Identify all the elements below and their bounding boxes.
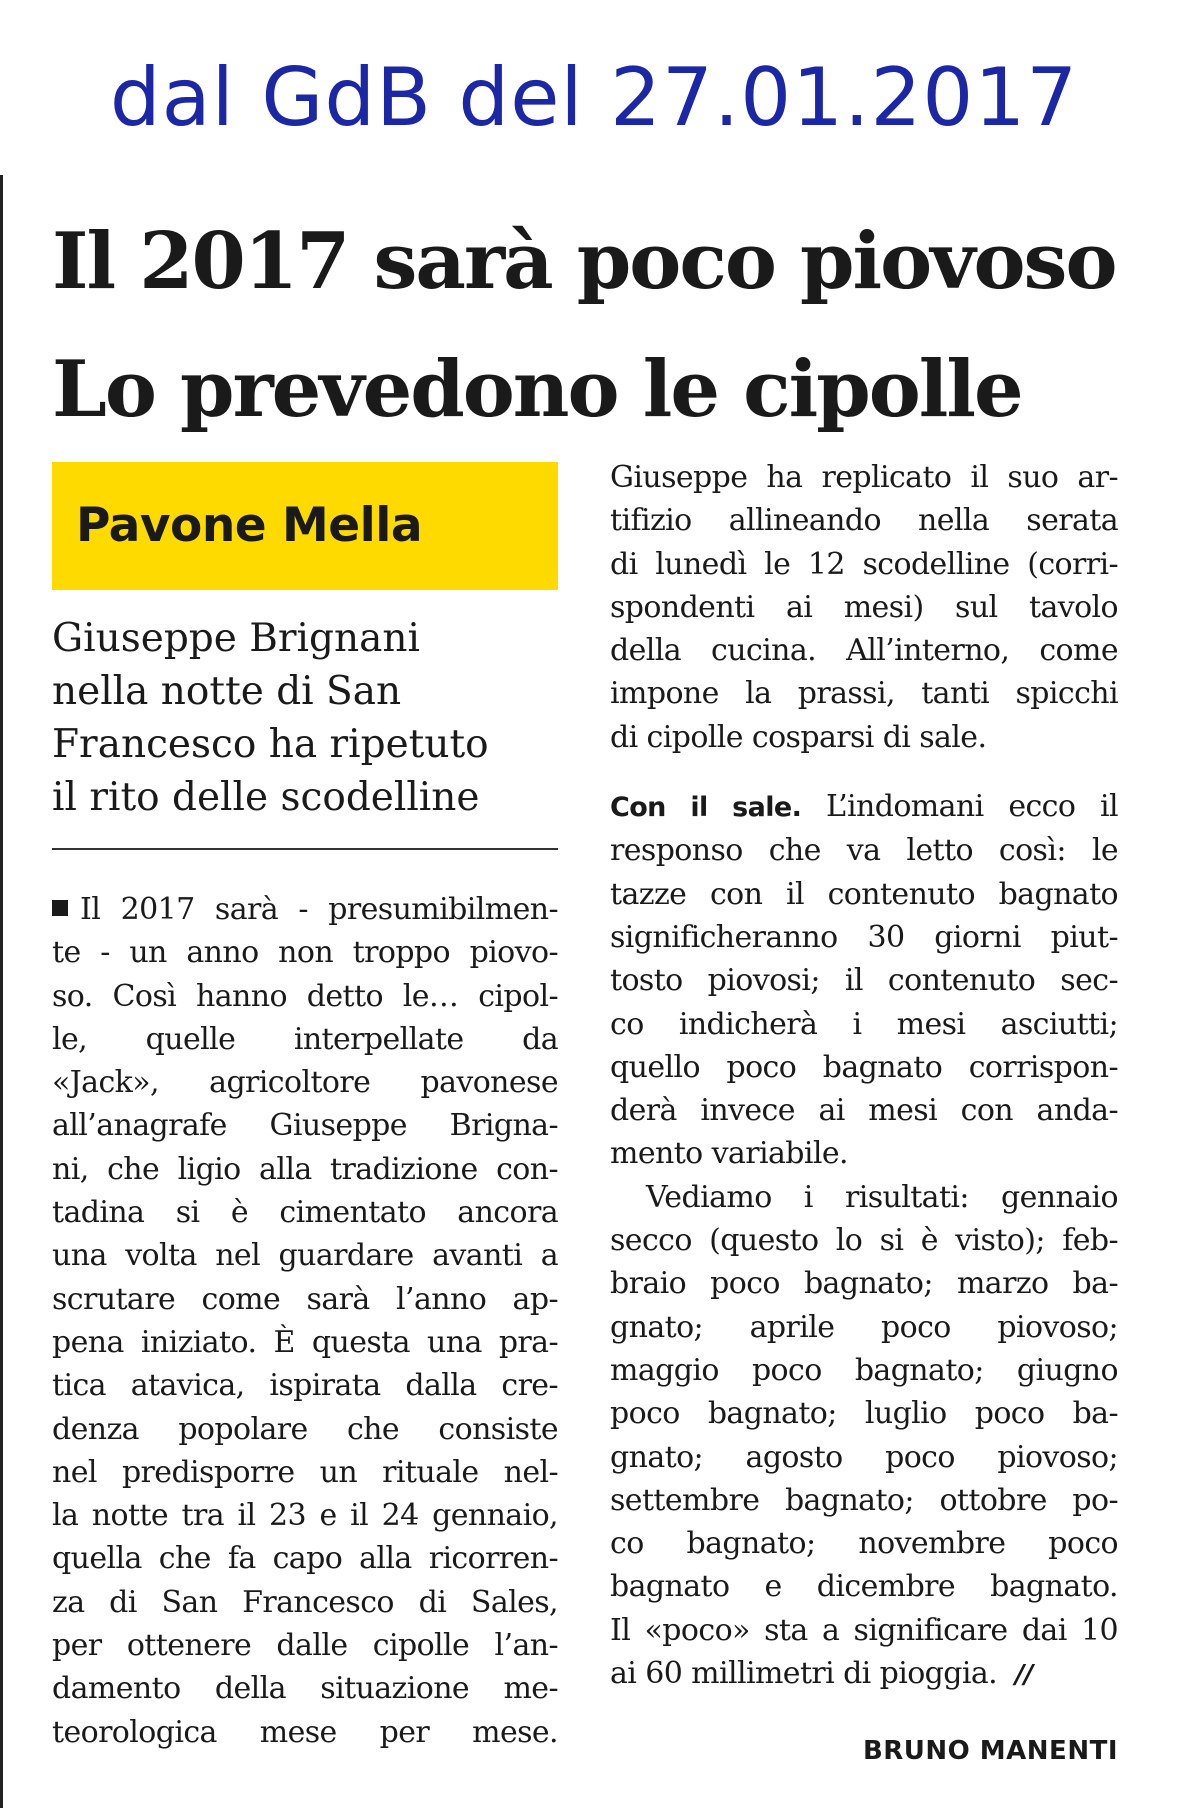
body-line: di lunedì le 12 scodelline (corri- xyxy=(610,546,1118,582)
body-line: secco (questo lo si è visto); feb- xyxy=(610,1223,1118,1259)
body-line: maggio poco bagnato; giugno xyxy=(610,1352,1118,1388)
end-mark: // xyxy=(1014,1660,1033,1691)
body-line: denza popolare che consiste xyxy=(52,1411,558,1447)
body-line: ai 60 millimetri di pioggia. // xyxy=(610,1656,1033,1692)
body-line: per ottenere dalle cipolle l’an- xyxy=(52,1628,558,1664)
subheadline-line: Giuseppe Brignani xyxy=(52,616,420,661)
body-line: quello poco bagnato corrispon- xyxy=(610,1049,1118,1085)
body-line: tazze con il contenuto bagnato xyxy=(610,876,1118,912)
body-line: damento della situazione me- xyxy=(52,1671,558,1707)
section-runin: Con il sale. xyxy=(610,792,802,824)
headline-line-2: Lo prevedono le cipolle xyxy=(52,344,1022,435)
body-line: tica atavica, ispirata dalla cre- xyxy=(52,1368,558,1404)
body-line: ni, che ligio alla tradizione con- xyxy=(52,1151,558,1187)
body-line: tosto piovosi; il contenuto sec- xyxy=(610,963,1118,999)
body-line: di cipolle cosparsi di sale. xyxy=(610,719,987,755)
body-line: Il 2017 sarà - presumibilmen- xyxy=(52,888,558,931)
headline-line-1: Il 2017 sarà poco piovoso xyxy=(52,216,1116,307)
body-line: pena iniziato. È questa una pra- xyxy=(52,1324,558,1360)
body-line: poco bagnato; luglio poco ba- xyxy=(610,1396,1118,1432)
byline: BRUNO MANENTI xyxy=(862,1736,1118,1766)
body-line: la notte tra il 23 e il 24 gennaio, xyxy=(52,1498,558,1534)
subheadline-divider xyxy=(52,848,558,850)
body-line: teorologica mese per mese. xyxy=(52,1714,558,1750)
body-line: derà invece ai mesi con anda- xyxy=(610,1093,1118,1129)
body-line: braio poco bagnato; marzo ba- xyxy=(610,1266,1118,1302)
subheadline-line: nella notte di San xyxy=(52,669,402,714)
body-line: settembre bagnato; ottobre po- xyxy=(610,1482,1118,1518)
body-column-right xyxy=(610,456,1118,1697)
body-line: za di San Francesco di Sales, xyxy=(52,1584,558,1620)
body-line: bagnato e dicembre bagnato. xyxy=(610,1569,1118,1605)
body-line: nel predisporre un rituale nel- xyxy=(52,1454,558,1490)
body-line: gnato; agosto poco piovoso; xyxy=(610,1439,1118,1475)
subheadline-line: Francesco ha ripetuto xyxy=(52,722,489,767)
subheadline xyxy=(52,612,562,824)
body-line: responso che va letto così: le xyxy=(610,833,1118,869)
body-line: Vediamo i risultati: gennaio xyxy=(646,1179,1118,1215)
body-line: Il «poco» sta a significare dai 10 xyxy=(610,1612,1118,1648)
body-line: le, quelle interpellate da xyxy=(52,1021,558,1057)
source-label: dal GdB del 27.01.2017 xyxy=(109,51,1079,144)
body-line: «Jack», agricoltore pavonese xyxy=(52,1065,558,1101)
body-line: significheranno 30 giorni piut- xyxy=(610,919,1118,955)
body-line: Giuseppe ha replicato il suo ar- xyxy=(610,460,1118,495)
body-line: della cucina. All’interno, come xyxy=(610,633,1118,669)
body-column-left xyxy=(52,888,558,1754)
body-line: Con il sale. L’indomani ecco il xyxy=(610,789,1118,825)
body-line: so. Così hanno detto le… cipol- xyxy=(52,978,558,1014)
body-line: mento variabile. xyxy=(610,1136,848,1172)
location-tag xyxy=(52,462,558,590)
body-line: scrutare come sarà l’anno ap- xyxy=(52,1281,558,1317)
body-line: una volta nel guardare avanti a xyxy=(52,1238,558,1274)
body-line: tifizio allineando nella serata xyxy=(610,503,1118,539)
body-line: co bagnato; novembre poco xyxy=(610,1526,1118,1562)
headline xyxy=(52,198,1172,454)
body-line: impone la prassi, tanti spicchi xyxy=(610,676,1118,712)
location-label: Pavone Mella xyxy=(76,498,423,553)
body-line: tadina si è cimentato ancora xyxy=(52,1195,558,1231)
paragraph-gap xyxy=(610,759,1118,785)
left-border-rule xyxy=(0,175,3,1808)
body-line: all’anagrafe Giuseppe Brigna- xyxy=(52,1108,558,1144)
body-line: quella che fa capo alla ricorren- xyxy=(52,1541,558,1577)
body-line: co indicherà i mesi asciutti; xyxy=(610,1006,1118,1042)
body-line: te - un anno non troppo piovo- xyxy=(52,935,558,971)
bullet-square-icon xyxy=(52,900,68,916)
body-line: gnato; aprile poco piovoso; xyxy=(610,1309,1118,1345)
subheadline-line: il rito delle scodelline xyxy=(52,775,480,820)
body-line: spondenti ai mesi) sul tavolo xyxy=(610,589,1118,625)
